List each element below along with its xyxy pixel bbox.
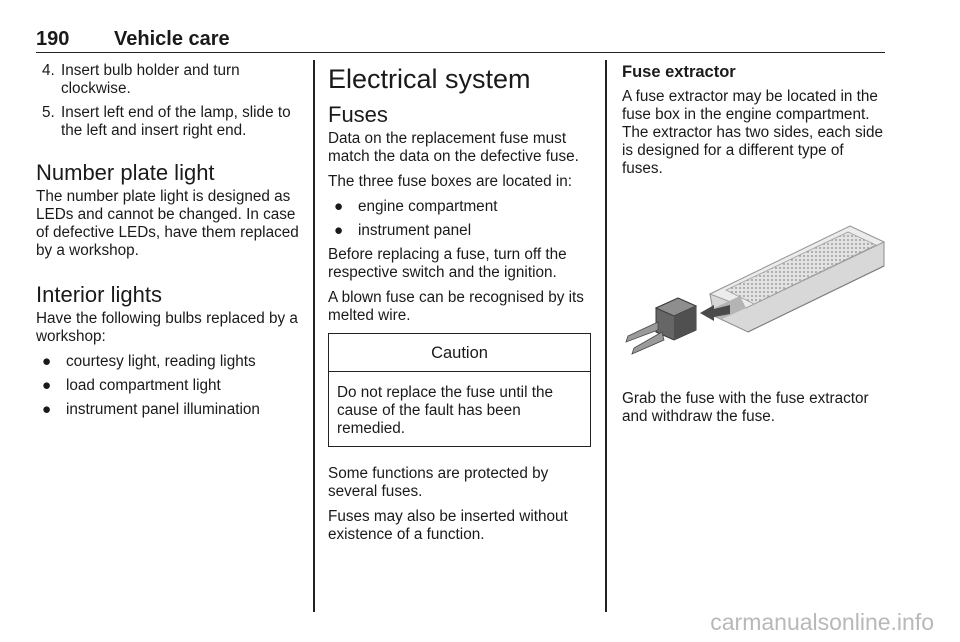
paragraph: A fuse extractor may be located in the fuse box in the engine compartment. The extractor has two sides, each side is designed for a different type of fuses. — [622, 88, 884, 177]
column-divider-1 — [313, 60, 315, 612]
number-plate-text: The number plate light is designed as LEDs and cannot be changed. In case of defective LEDs, have them replaced by a workshop. — [36, 188, 299, 259]
caution-text: Do not replace the fuse until the cause of the fault has been remedied. — [337, 384, 553, 437]
fuse-box-list — [328, 198, 591, 240]
paragraph: Grab the fuse with the fuse extractor and withdraw the fuse. — [622, 390, 869, 425]
paragraph: Some functions are protected by several fuses. — [328, 465, 549, 500]
column-left — [36, 62, 300, 425]
column-right — [622, 62, 886, 433]
page-header — [36, 26, 885, 53]
paragraph: The three fuse boxes are located in: — [328, 173, 573, 190]
paragraph: Fuses may also be inserted without existence of a function. — [328, 508, 568, 543]
list-item: ● load compartment light — [42, 377, 221, 394]
paragraph: A blown fuse can be recognised by its melted wire. — [328, 289, 584, 324]
paragraph: Data on the replacement fuse must match the data on the defective fuse. — [328, 130, 579, 165]
step-item: 5. Insert left end of the lamp, slide to the left and insert right end. — [42, 104, 291, 139]
fuses-heading: Fuses — [328, 102, 388, 127]
list-item: ● courtesy light, reading lights — [42, 353, 256, 370]
caution-box — [328, 333, 591, 447]
chapter-title: Electrical system — [328, 64, 531, 94]
page-number: 190 — [36, 28, 70, 50]
bullet-icon: ● — [42, 353, 52, 370]
list-item: ● engine compartment — [334, 198, 498, 215]
step-item: 4. Insert bulb holder and turn clockwise. — [42, 62, 240, 97]
column-divider-2 — [605, 60, 607, 612]
bullet-icon: ● — [334, 222, 344, 239]
fuse-extractor-heading: Fuse extractor — [622, 63, 736, 81]
interior-lights-text: Have the following bulbs replaced by a workshop: — [36, 310, 298, 345]
column-middle — [328, 62, 591, 551]
fuse-extractor-illustration — [622, 210, 886, 360]
list-item: ● instrument panel — [334, 222, 472, 239]
watermark: carmanualsonline.info — [710, 609, 934, 635]
bullet-icon: ● — [42, 401, 52, 418]
interior-bulbs-list — [36, 353, 300, 419]
list-item: ● instrument panel illumination — [42, 401, 260, 418]
interior-lights-heading: Interior lights — [36, 282, 162, 307]
bullet-icon: ● — [334, 198, 344, 215]
section-title: Vehicle care — [114, 28, 230, 50]
bullet-icon: ● — [42, 377, 52, 394]
caution-title: Caution — [329, 334, 590, 372]
paragraph: Before replacing a fuse, turn off the respective switch and the ignition. — [328, 246, 567, 281]
number-plate-heading: Number plate light — [36, 160, 215, 185]
steps-list — [36, 62, 300, 140]
